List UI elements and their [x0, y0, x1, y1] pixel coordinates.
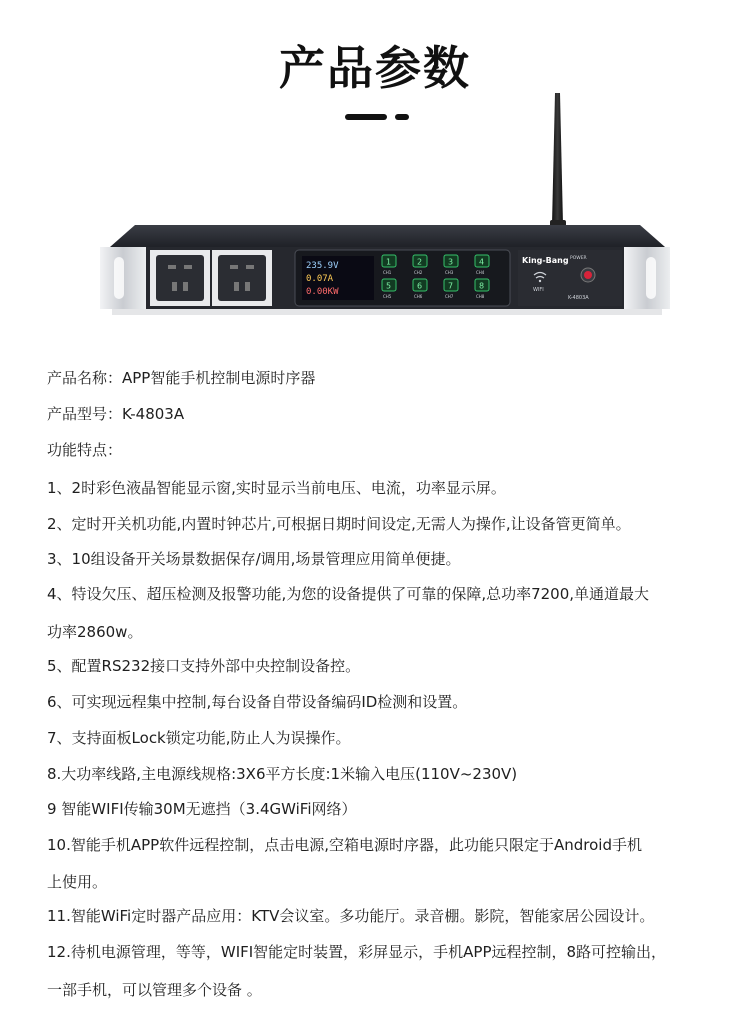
product-name-line: 产品名称：APP智能手机控制电源时序器 [47, 369, 316, 387]
channel-number-6: 6 [417, 281, 423, 291]
channel-label-2: CH2 [414, 270, 423, 275]
channel-number-8: 8 [479, 281, 485, 291]
feature-line: 上使用。 [47, 873, 108, 891]
feature-line: 7、支持面板Lock锁定功能,防止人为误操作。 [47, 729, 351, 747]
feature-line: 9 智能WIFI传输30M无遮挡（3.4GWiFi网络） [47, 800, 357, 818]
channel-label-7: CH7 [445, 294, 454, 299]
power-readout: 0.00KW [306, 287, 339, 297]
product-model-line: 产品型号：K-4803A [47, 405, 185, 423]
chassis-top [110, 225, 665, 247]
model-label: K-4803A [568, 295, 589, 301]
channel-label-1: CH1 [383, 270, 392, 275]
channel-label-4: CH4 [476, 270, 485, 275]
feature-line: 6、可实现远程集中控制,每台设备自带设备编码ID检测和设置。 [47, 693, 468, 711]
feature-line: 功率2860w。 [47, 623, 143, 641]
feature-line: 1、2时彩色液晶智能显示窗,实时显示当前电压、电流，功率显示屏。 [47, 479, 506, 497]
feature-line: 11.智能WiFi定时器产品应用：KTV会议室。多功能厅。录音棚。影院，智能家居公园设计。 [47, 907, 655, 925]
product-image [100, 85, 670, 330]
channel-number-7: 7 [448, 281, 454, 291]
brand-logo: King-Bang [522, 256, 569, 265]
channel-label-3: CH3 [445, 270, 454, 275]
features-heading: 功能特点： [47, 441, 123, 459]
current-readout: 0.07A [306, 274, 334, 284]
power-sequencer-device [100, 85, 670, 330]
power-label: POWER [570, 256, 587, 261]
feature-line: 8.大功率线路,主电源线规格:3X6平方长度:1米输入电压(110V~230V) [47, 765, 518, 783]
page-title: 产品参数 [279, 41, 471, 95]
feature-line: 一部手机，可以管理多个设备 。 [47, 981, 262, 999]
socket-1 [150, 250, 210, 306]
feature-line: 3、10组设备开关场景数据保存/调用,场景管理应用简单便捷。 [47, 550, 461, 568]
channel-number-4: 4 [479, 257, 485, 267]
channel-number-2: 2 [417, 257, 423, 267]
channel-number-5: 5 [386, 281, 392, 291]
voltage-readout: 235.9V [306, 261, 339, 271]
feature-line: 2、定时开关机功能,内置时钟芯片,可根据日期时间设定,无需人为操作,让设备管更简单。 [47, 515, 631, 533]
feature-line: 5、配置RS232接口支持外部中央控制设备控。 [47, 657, 361, 675]
channel-label-6: CH6 [414, 294, 423, 299]
wifi-label: WIFI [533, 287, 544, 293]
channel-number-1: 1 [386, 257, 392, 267]
channel-label-5: CH5 [383, 294, 392, 299]
feature-line: 4、特设欠压、超压检测及报警功能,为您的设备提供了可靠的保障,总功率7200,单通道最大 [47, 585, 650, 603]
antenna [550, 93, 566, 228]
channel-number-3: 3 [448, 257, 454, 267]
channel-label-8: CH8 [476, 294, 485, 299]
feature-line: 10.智能手机APP软件远程控制，点击电源,空箱电源时序器，此功能只限定于Android手机 [47, 836, 642, 854]
socket-2 [212, 250, 272, 306]
feature-line: 12.待机电源管理，等等，WIFI智能定时装置，彩屏显示，手机APP远程控制，8路可控输出， [47, 943, 667, 961]
